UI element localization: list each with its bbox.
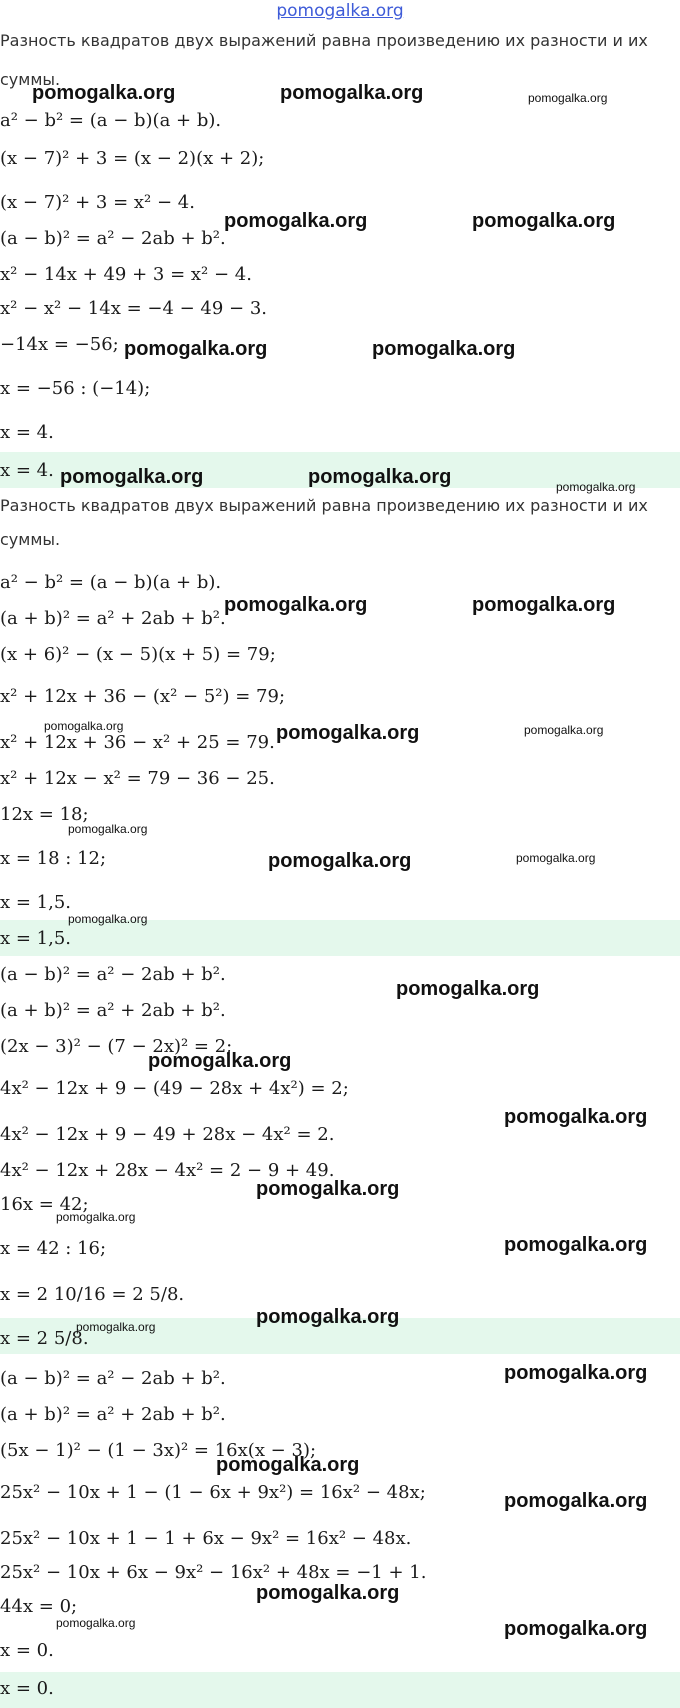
watermark: pomogalka.org xyxy=(256,1178,400,1200)
watermark: pomogalka.org xyxy=(524,723,604,737)
watermark: pomogalka.org xyxy=(256,1582,400,1604)
watermark: pomogalka.org xyxy=(32,82,176,104)
rule-text: Разность квадратов двух выражений равна произведению их разности и их xyxy=(0,496,648,515)
equation-line: (x + 6)² − (x − 5)(x + 5) = 79; xyxy=(0,644,276,665)
watermark: pomogalka.org xyxy=(224,594,368,616)
equation-line: x = 1,5. xyxy=(0,928,72,949)
equation-line: 25x² − 10x + 1 − (1 − 6x + 9x²) = 16x² − 48x; xyxy=(0,1482,426,1503)
watermark: pomogalka.org xyxy=(68,822,148,836)
rule-text: суммы. xyxy=(0,530,61,549)
watermark: pomogalka.org xyxy=(68,912,148,926)
watermark: pomogalka.org xyxy=(280,82,424,104)
equation-line: a² − b² = (a − b)(a + b). xyxy=(0,572,222,593)
equation-line: a² − b² = (a − b)(a + b). xyxy=(0,110,222,131)
equation-line: 25x² − 10x + 6x − 9x² − 16x² + 48x = −1 + 1. xyxy=(0,1562,427,1583)
watermark: pomogalka.org xyxy=(148,1050,292,1072)
watermark: pomogalka.org xyxy=(472,594,616,616)
equation-line: (2x − 3)² − (7 − 2x)² = 2; xyxy=(0,1036,233,1057)
equation-line: x² − x² − 14x = −4 − 49 − 3. xyxy=(0,298,268,319)
watermark: pomogalka.org xyxy=(56,1616,136,1630)
watermark: pomogalka.org xyxy=(528,91,608,105)
equation-line: x² + 12x − x² = 79 − 36 − 25. xyxy=(0,768,275,789)
watermark: pomogalka.org xyxy=(504,1106,648,1128)
equation-line: (a − b)² = a² − 2ab + b². xyxy=(0,964,226,985)
equation-line: x = 1,5. xyxy=(0,892,72,913)
equation-line: (a − b)² = a² − 2ab + b². xyxy=(0,228,226,249)
equation-line: x = 42 : 16; xyxy=(0,1238,107,1259)
watermark: pomogalka.org xyxy=(216,1454,360,1476)
watermark: pomogalka.org xyxy=(504,1490,648,1512)
equation-line: 44x = 0; xyxy=(0,1596,78,1617)
watermark: pomogalka.org xyxy=(516,851,596,865)
answer-highlight xyxy=(0,1318,680,1354)
watermark: pomogalka.org xyxy=(224,210,368,232)
equation-line: x = 0. xyxy=(0,1640,54,1661)
equation-line: x = 18 : 12; xyxy=(0,848,107,869)
rule-text: Разность квадратов двух выражений равна произведению их разности и их xyxy=(0,31,648,50)
watermark: pomogalka.org xyxy=(60,466,204,488)
watermark: pomogalka.org xyxy=(256,1306,400,1328)
watermark: pomogalka.org xyxy=(556,480,636,494)
equation-line: (5x − 1)² − (1 − 3x)² = 16x(x − 3); xyxy=(0,1440,317,1461)
watermark: pomogalka.org xyxy=(504,1234,648,1256)
answer-highlight xyxy=(0,920,680,956)
equation-line: (x − 7)² + 3 = (x − 2)(x + 2); xyxy=(0,148,265,169)
watermark: pomogalka.org xyxy=(76,1320,156,1334)
equation-line: (a − b)² = a² − 2ab + b². xyxy=(0,1368,226,1389)
watermark: pomogalka.org xyxy=(472,210,616,232)
watermark: pomogalka.org xyxy=(276,722,420,744)
watermark: pomogalka.org xyxy=(308,466,452,488)
rule-text: суммы. xyxy=(0,70,61,89)
watermark: pomogalka.org xyxy=(44,719,124,733)
equation-line: x² + 12x + 36 − (x² − 5²) = 79; xyxy=(0,686,286,707)
equation-line: (a + b)² = a² + 2ab + b². xyxy=(0,1000,226,1021)
watermark: pomogalka.org xyxy=(268,850,412,872)
equation-line: x = −56 : (−14); xyxy=(0,378,151,399)
equation-line: x = 0. xyxy=(0,1678,54,1699)
equation-line: 4x² − 12x + 9 − 49 + 28x − 4x² = 2. xyxy=(0,1124,335,1145)
site-link[interactable]: pomogalka.org xyxy=(276,1,404,21)
equation-line: x = 2 5/8. xyxy=(0,1328,89,1349)
equation-line: x = 2 10/16 = 2 5/8. xyxy=(0,1284,185,1305)
equation-line: 4x² − 12x + 28x − 4x² = 2 − 9 + 49. xyxy=(0,1160,335,1181)
watermark: pomogalka.org xyxy=(504,1362,648,1384)
equation-line: (a + b)² = a² + 2ab + b². xyxy=(0,1404,226,1425)
equation-line: (x − 7)² + 3 = x² − 4. xyxy=(0,192,195,213)
watermark: pomogalka.org xyxy=(504,1618,648,1640)
equation-line: −14x = −56; xyxy=(0,334,119,355)
equation-line: 12x = 18; xyxy=(0,804,89,825)
watermark: pomogalka.org xyxy=(372,338,516,360)
equation-line: x² − 14x + 49 + 3 = x² − 4. xyxy=(0,264,252,285)
equation-line: x = 4. xyxy=(0,460,54,481)
equation-line: 25x² − 10x + 1 − 1 + 6x − 9x² = 16x² − 48x. xyxy=(0,1528,412,1549)
equation-line: 4x² − 12x + 9 − (49 − 28x + 4x²) = 2; xyxy=(0,1078,349,1099)
answer-highlight xyxy=(0,1672,680,1708)
watermark: pomogalka.org xyxy=(56,1210,136,1224)
equation-line: x = 4. xyxy=(0,422,54,443)
equation-line: (a + b)² = a² + 2ab + b². xyxy=(0,608,226,629)
equation-line: 16x = 42; xyxy=(0,1194,89,1215)
watermark: pomogalka.org xyxy=(396,978,540,1000)
answer-highlight xyxy=(0,452,680,488)
equation-line: x² + 12x + 36 − x² + 25 = 79. xyxy=(0,732,275,753)
watermark: pomogalka.org xyxy=(124,338,268,360)
